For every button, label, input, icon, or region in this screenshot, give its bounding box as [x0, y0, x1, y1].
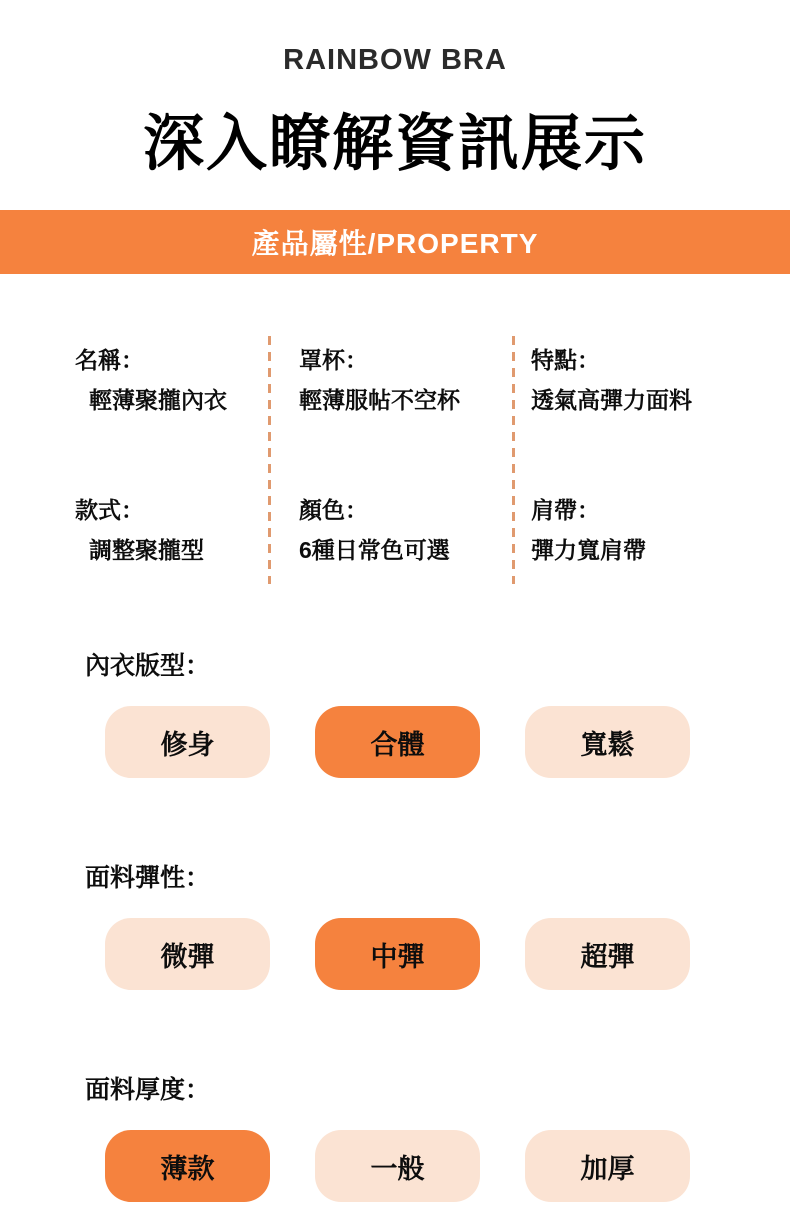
attr-label: 肩帶： [531, 497, 600, 523]
page-title: 深入瞭解資訊展示 [142, 109, 647, 177]
section-fabric-elasticity [0, 858, 790, 990]
attr-value: 輕薄服帖不空杯 [299, 387, 460, 413]
option-pill-regular[interactable]: 一般 [315, 1130, 480, 1202]
property-banner-label: 產品屬性/PROPERTY [251, 228, 539, 259]
attr-value: 輕薄聚攏內衣 [89, 387, 227, 413]
attr-value: 6種日常色可選 [299, 537, 450, 563]
brand-text: RAINBOW BRA [283, 44, 507, 76]
attribute-column-feature-strap [515, 336, 790, 584]
option-pill-slight-stretch[interactable]: 微彈 [105, 918, 270, 990]
option-pill-super-stretch[interactable]: 超彈 [525, 918, 690, 990]
option-pill-loose-fit[interactable]: 寬鬆 [525, 706, 690, 778]
option-pill-medium-stretch[interactable]: 中彈 [315, 918, 480, 990]
attribute-column-name-style [0, 336, 268, 584]
property-banner [0, 210, 790, 274]
option-pill-slim-fit[interactable]: 修身 [105, 706, 270, 778]
option-pill-regular-fit[interactable]: 合體 [315, 706, 480, 778]
section-label: 內衣版型： [85, 652, 211, 680]
attribute-column-cup-color [271, 336, 512, 584]
section-fabric-thickness [0, 1070, 790, 1202]
attribute-grid [0, 336, 790, 584]
section-bra-shape [0, 646, 790, 778]
attr-label: 特點： [531, 347, 600, 373]
pill-row [105, 918, 790, 990]
attr-label: 名稱： [75, 347, 144, 373]
attr-value: 透氣高彈力面料 [531, 387, 692, 413]
attr-value: 調整聚攏型 [89, 537, 204, 563]
attr-label: 款式： [75, 497, 144, 523]
attr-label: 罩杯： [299, 347, 368, 373]
section-label: 面料厚度： [85, 1076, 211, 1104]
section-label: 面料彈性： [85, 864, 211, 892]
pill-row [105, 1130, 790, 1202]
attr-value: 彈力寬肩帶 [531, 537, 646, 563]
attr-label: 顏色： [299, 497, 368, 523]
option-pill-thick[interactable]: 加厚 [525, 1130, 690, 1202]
option-pill-thin[interactable]: 薄款 [105, 1130, 270, 1202]
pill-row [105, 706, 790, 778]
